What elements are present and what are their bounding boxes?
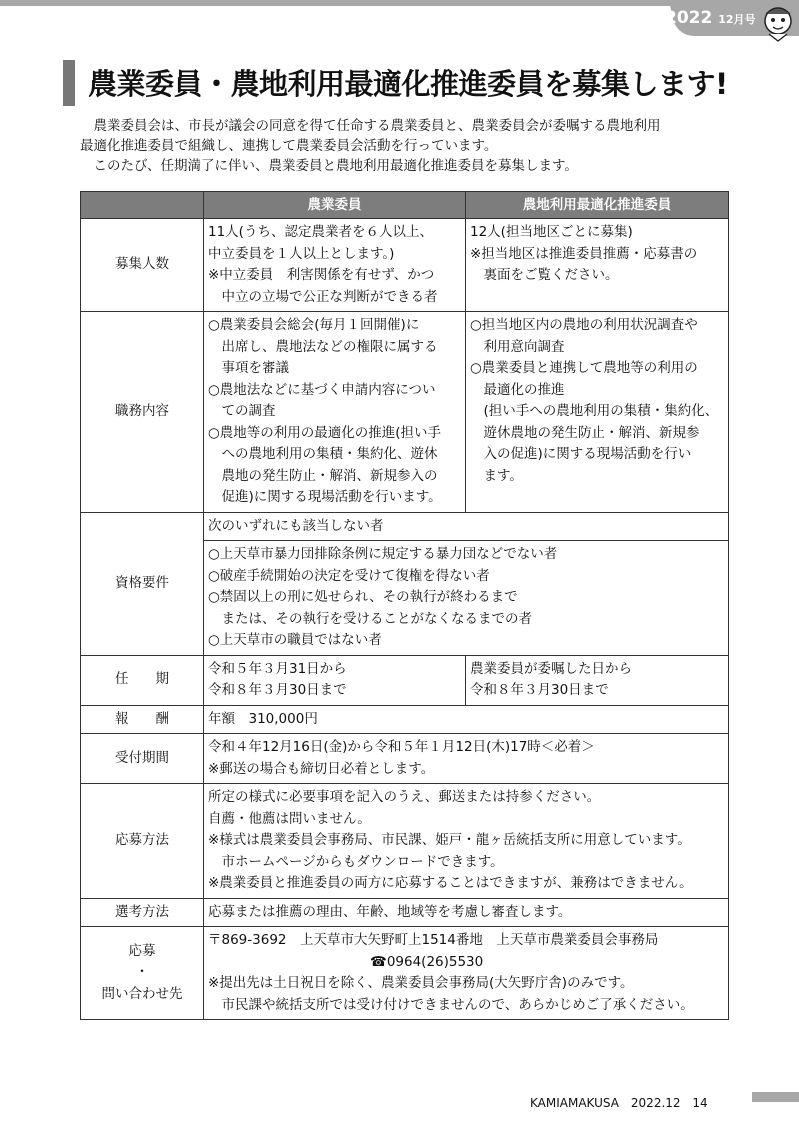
- header-blank-cell: [81, 192, 204, 219]
- duties-promo-line: (担い手への農地利用の集積・集約化、: [483, 403, 719, 419]
- contact-phone: ☎0964(26)5530: [370, 953, 484, 970]
- contact-label-line: 問い合わせ先: [101, 985, 183, 1002]
- qualifications-cell: [204, 512, 729, 655]
- term-agri-line: 令和８年３月30日まで: [208, 682, 347, 698]
- apply-line: 自薦・他薦は問いません。: [208, 810, 371, 827]
- recruit-promo-line: ※担当地区は推進委員推薦・応募書の: [470, 245, 698, 262]
- row-label-term: 任 期: [81, 655, 204, 705]
- term-promo-line: 農業委員が委嘱した日から: [470, 660, 632, 677]
- contact-label-line: 応募: [128, 942, 156, 959]
- intro-line-2: 最適化推進委員で組織し、連携して農業委員会活動を行っています。: [80, 138, 498, 154]
- apply-line: 所定の様式に必要事項を記入のうえ、郵送または持参ください。: [208, 789, 601, 805]
- duties-promo-line: ○担当地区内の農地の利用状況調査や: [470, 317, 698, 333]
- duties-agri-line: ○農地法などに基づく申請内容につい: [208, 381, 436, 398]
- mascot-icon: [760, 4, 796, 42]
- duties-agri-line: ○農地等の利用の最適化の推進(担い手: [208, 424, 442, 441]
- table-row-pay: [81, 705, 729, 734]
- duties-agri-line: ○農業委員会総会(毎月１回開催)に: [208, 317, 420, 333]
- recruit-agri-line: ※中立委員 利害関係を有せず、かつ: [208, 267, 435, 283]
- apply-line: 市ホームページからもダウンロードできます。: [221, 853, 504, 870]
- contact-line: 市民課や統括支所では受け付けできませんので、あらかじめご了承ください。: [221, 996, 694, 1013]
- period-line: ※郵送の場合も締切日必着とします。: [208, 760, 435, 777]
- selection-cell: 応募または推薦の理由、年齢、地域等を考慮し審査します。: [204, 898, 729, 927]
- row-label-period: 受付期間: [81, 734, 204, 784]
- issue-year: 2022: [665, 8, 713, 28]
- qualification-item: ○上天草市の職員ではない者: [208, 632, 382, 648]
- table-row-apply: [81, 784, 729, 899]
- title-accent-bar: [63, 60, 75, 106]
- contact-line: ※提出先は土日祝日を除く、農業委員会事務局(大矢野庁舎)のみです。: [208, 975, 634, 991]
- row-label-duties: 職務内容: [81, 312, 204, 513]
- issue-month: 12月号: [718, 13, 756, 26]
- duties-promo-line: 入の促進)に関する現場活動を行い: [483, 446, 692, 462]
- row-label-selection: 選考方法: [81, 898, 204, 927]
- qualification-item: ○禁固以上の刑に処せられ、その執行が終わるまで: [208, 589, 518, 605]
- footer-magazine: KAMIAMAKUSA 2022.12: [530, 1096, 681, 1110]
- contact-label-line: ・: [135, 964, 149, 981]
- table-row-period: [81, 734, 729, 784]
- table-row-recruit: [81, 219, 729, 312]
- qualification-item: ○上天草市暴力団排除条例に規定する暴力団などでない者: [208, 546, 558, 562]
- table-row-term: [81, 655, 729, 705]
- recruit-agri-cell: [204, 219, 466, 312]
- intro-paragraph: [80, 116, 740, 176]
- period-line: 令和４年12月16日(金)から令和５年１月12日(木)17時＜必着＞: [208, 739, 595, 755]
- table-row-contact: [81, 927, 729, 1020]
- recruit-agri-line: 中立の立場で公正な判断ができる者: [221, 288, 438, 305]
- table-row-qualifications: [81, 512, 729, 655]
- row-label-qualifications: 資格要件: [81, 512, 204, 655]
- duties-agri-cell: [204, 312, 466, 513]
- intro-line-3: このたび、任期満了に伴い、農業委員と農地利用最適化推進委員を募集します。: [93, 158, 578, 174]
- recruit-agri-line: 11人(うち、認定農業者を６人以上、: [208, 224, 433, 240]
- table-header-row: [81, 192, 729, 219]
- row-label-pay: 報 酬: [81, 705, 204, 734]
- recruit-promo-line: 12人(担当地区ごとに募集): [470, 224, 633, 240]
- qualifications-lead: 次のいずれにも該当しない者: [204, 513, 728, 542]
- footer-bar: [752, 1092, 799, 1102]
- recruit-promo-line: 裏面をご覧ください。: [483, 267, 619, 283]
- apply-cell: [204, 784, 729, 899]
- term-agri-cell: [204, 655, 466, 705]
- duties-agri-line: 事項を審議: [221, 360, 289, 376]
- recruit-agri-line: 中立委員を１人以上とします。): [208, 245, 395, 262]
- duties-promo-line: 遊休農地の発生防止・解消、新規参: [483, 424, 700, 441]
- qualification-item: または、その執行を受けることがなくなるまでの者: [221, 610, 532, 627]
- duties-promo-line: 利用意向調査: [483, 338, 565, 355]
- recruitment-table: [80, 191, 729, 1020]
- page-number: 14: [692, 1096, 708, 1110]
- page-footer: [530, 1094, 708, 1111]
- duties-promo-line: ます。: [483, 467, 523, 484]
- table-row-selection: [81, 898, 729, 927]
- apply-line: ※農業委員と推進委員の両方に応募することはできますが、兼務はできません。: [208, 875, 693, 891]
- term-agri-line: 令和５年３月31日から: [208, 660, 347, 677]
- duties-promo-cell: [466, 312, 729, 513]
- intro-line-1: 農業委員会は、市長が議会の同意を得て任命する農業委員と、農業委員会が委嘱する農地利用: [93, 118, 661, 134]
- duties-promo-line: ○農業委員と連携して農地等の利用の: [470, 360, 698, 376]
- issue-label: [665, 8, 756, 28]
- pay-cell: 年額 310,000円: [204, 705, 729, 734]
- duties-promo-line: 最適化の推進: [483, 381, 565, 398]
- contact-address: 〒869-3692 上天草市大矢野町上1514番地 上天草市農業委員会事務局: [208, 932, 659, 948]
- term-promo-cell: [466, 655, 729, 705]
- qualification-item: ○破産手続開始の決定を受けて復権を得ない者: [208, 567, 490, 584]
- row-label-contact: [81, 927, 204, 1020]
- period-cell: [204, 734, 729, 784]
- duties-agri-line: 農地の発生防止・解消、新規参入の: [221, 467, 438, 484]
- row-label-apply: 応募方法: [81, 784, 204, 899]
- term-promo-line: 令和８年３月30日まで: [470, 682, 609, 698]
- header-promotion-committee: 農地利用最適化推進委員: [466, 192, 729, 219]
- contact-cell: [204, 927, 729, 1020]
- duties-agri-line: ての調査: [221, 403, 276, 419]
- row-label-recruit: 募集人数: [81, 219, 204, 312]
- page-title: 農業委員・農地利用最適化推進委員を募集します!: [88, 67, 728, 101]
- duties-agri-line: 促進)に関する現場活動を行います。: [221, 489, 442, 505]
- apply-line: ※様式は農業委員会事務局、市民課、姫戸・龍ヶ岳統括支所に用意しています。: [208, 832, 691, 848]
- recruit-promo-cell: [466, 219, 729, 312]
- header-agri-committee: 農業委員: [204, 192, 466, 219]
- duties-agri-line: 出席し、農地法などの権限に属する: [221, 338, 438, 355]
- duties-agri-line: への農地利用の集積・集約化、遊休: [221, 446, 438, 462]
- table-row-duties: [81, 312, 729, 513]
